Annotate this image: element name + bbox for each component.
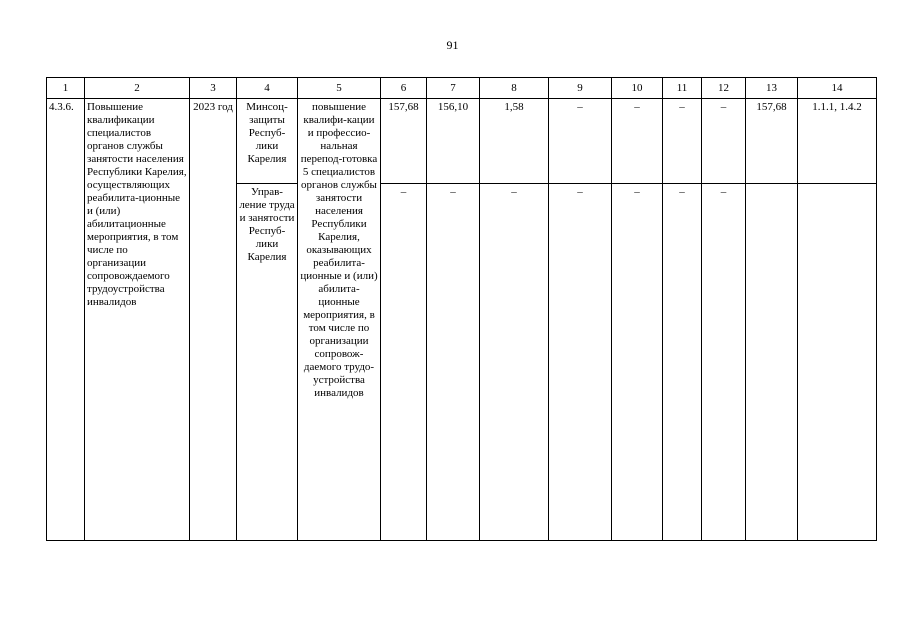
column-header: 11 bbox=[663, 78, 702, 99]
column-header: 2 bbox=[85, 78, 190, 99]
value-cell: – bbox=[702, 99, 746, 184]
row-number: 4.3.6. bbox=[47, 99, 85, 541]
year-cell: 2023 год bbox=[190, 99, 237, 541]
value-cell: 157,68 bbox=[746, 99, 798, 184]
value-cell: – bbox=[612, 184, 663, 541]
column-header: 6 bbox=[381, 78, 427, 99]
value-cell: – bbox=[549, 184, 612, 541]
indicators-cell-empty bbox=[798, 184, 877, 541]
page-number: 91 bbox=[446, 38, 459, 52]
value-cell: – bbox=[427, 184, 480, 541]
value-cell: 156,10 bbox=[427, 99, 480, 184]
value-cell: 157,68 bbox=[381, 99, 427, 184]
value-cell: – bbox=[702, 184, 746, 541]
value-cell: – bbox=[549, 99, 612, 184]
header-row bbox=[47, 78, 877, 99]
result-cell: повышение квалифи-кации и профессио-нальная перепод-готовка 5 специалистов органов службы занятости населения Республики Карелия, оказывающих реабилита-ционные и (или) абилита-ционные мероприятия, в том числе по организации сопровож-даемого трудо-устройства инвалидов bbox=[298, 99, 381, 541]
column-header: 3 bbox=[190, 78, 237, 99]
executor-cell: Управ-ление труда и занятости Респуб-лики Карелия bbox=[237, 184, 298, 541]
column-header: 12 bbox=[702, 78, 746, 99]
executor-cell: Минсоц-защиты Респуб-лики Карелия bbox=[237, 99, 298, 184]
measure-name: Повышение квалификации специалистов органов службы занятости населения Республики Карелия, осуществляющих реабилита-ционные и (или) абилитационные мероприятия, в том числе по организации сопровождаемого трудоустройства инвалидов bbox=[85, 99, 190, 541]
value-cell: – bbox=[663, 184, 702, 541]
column-header: 5 bbox=[298, 78, 381, 99]
value-cell: – bbox=[480, 184, 549, 541]
program-table bbox=[46, 77, 877, 541]
column-header: 13 bbox=[746, 78, 798, 99]
column-header: 7 bbox=[427, 78, 480, 99]
column-header: 4 bbox=[237, 78, 298, 99]
column-header: 9 bbox=[549, 78, 612, 99]
table-row bbox=[47, 99, 877, 184]
value-cell bbox=[746, 184, 798, 541]
indicators-cell: 1.1.1, 1.4.2 bbox=[798, 99, 877, 184]
column-header: 8 bbox=[480, 78, 549, 99]
column-header: 1 bbox=[47, 78, 85, 99]
value-cell: – bbox=[381, 184, 427, 541]
column-header: 10 bbox=[612, 78, 663, 99]
column-header: 14 bbox=[798, 78, 877, 99]
value-cell: – bbox=[612, 99, 663, 184]
value-cell: 1,58 bbox=[480, 99, 549, 184]
value-cell: – bbox=[663, 99, 702, 184]
